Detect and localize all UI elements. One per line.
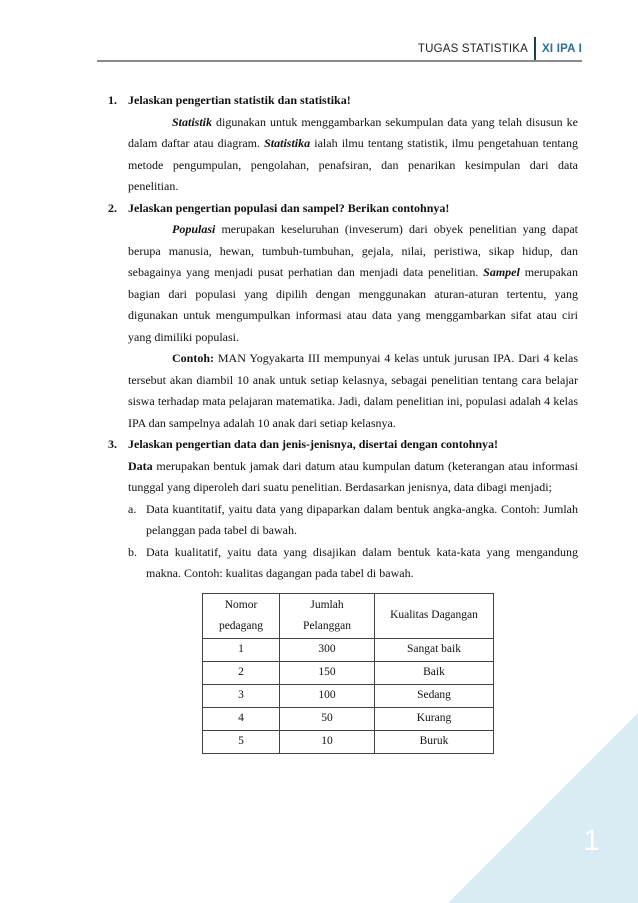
page-number: 1 xyxy=(583,824,600,857)
question-1 xyxy=(108,90,578,198)
cell-kualitas: Kurang xyxy=(375,707,494,730)
list-letter: b. xyxy=(128,544,137,559)
question-number: 1. xyxy=(108,93,117,107)
cell-no: 3 xyxy=(203,684,280,707)
table-row xyxy=(203,684,494,707)
question-2 xyxy=(108,198,578,435)
answer-text: merupakan bagian dari populasi yang dipilih dengan menggunakan aturan-aturan tertentu, yang digunakan untuk mengumpulkan informasi atau data yang menggambarkan sifat atau ciri yang dimiliki populasi. xyxy=(128,265,578,344)
cell-kualitas: Sedang xyxy=(375,684,494,707)
question-3 xyxy=(108,434,578,754)
example-paragraph xyxy=(128,348,578,434)
cell-jumlah: 300 xyxy=(280,638,375,661)
term-sampel: Sampel xyxy=(483,265,520,279)
question-title: Jelaskan pengertian populasi dan sampel? Berikan contohnya! xyxy=(128,200,450,215)
question-title: Jelaskan pengertian data dan jenis-jenisnya, disertai dengan contohnya! xyxy=(128,437,499,451)
cell-no: 2 xyxy=(203,661,280,684)
list-letter: a. xyxy=(128,501,137,516)
example-label: Contoh: xyxy=(172,351,215,365)
term-populasi: Populasi xyxy=(172,222,216,236)
cell-kualitas: Buruk xyxy=(375,730,494,753)
list-item xyxy=(128,499,578,542)
header-cell-nomor xyxy=(203,593,280,638)
answer-paragraph xyxy=(128,112,578,198)
list-text: Data kuantitatif, yaitu data yang dipaparkan dalam bentuk angka-angka. Contoh: Jumlah pelanggan pada tabel di bawah. xyxy=(146,501,578,537)
header-text: Jumlah xyxy=(310,598,344,611)
cell-jumlah: 10 xyxy=(280,730,375,753)
answer-text: digunakan untuk menggambarkan sekumpulan data yang telah disusun ke dalam daftar atau diagram. xyxy=(128,114,578,150)
example-text: MAN Yogyakarta III mempunyai 4 kelas untuk jurusan IPA. Dari 4 kelas tersebut akan diambil 10 anak untuk setiap kelasnya, sebagai penelitian tentang cara belajar siswa terhadap mata pelajaran matematika. Jadi, dalam penelitian ini, populasi adalah 4 kelas IPA dan sampelnya adalah 10 anak dari setiap kelasnya. xyxy=(128,351,578,430)
header-cell-jumlah xyxy=(280,593,375,638)
header-text: Nomor xyxy=(224,598,258,611)
question-title: Jelaskan pengertian statistik dan statistika! xyxy=(128,93,351,107)
answer-paragraph xyxy=(128,219,578,348)
cell-no: 1 xyxy=(203,638,280,661)
header-class-label: XI IPA I xyxy=(542,43,582,55)
answer-paragraph xyxy=(128,456,578,499)
header-text: pedagang xyxy=(218,619,264,632)
cell-kualitas: Sangat baik xyxy=(375,638,494,661)
answer-text: merupakan keseluruhan (inveserum) dari obyek penelitian yang dapat berupa manusia, hewan, tumbuh-tumbuhan, gejala, nilai, peristiwa, sikap hidup, dan sebagainya yang menjadi pusat perhatian dan menjadi data penelitian. xyxy=(128,222,578,279)
term-statistika: Statistika xyxy=(264,136,311,150)
table-row xyxy=(203,661,494,684)
document-body xyxy=(108,90,578,754)
question-number: 3. xyxy=(108,437,117,451)
answer-text: ialah ilmu tentang statistik, ilmu pengetahuan tentang metode pengumpulan, pengolahan, penafsiran, dan penarikan kesimpulan dari data penelitian. xyxy=(128,136,578,193)
header-title: TUGAS STATISTIKA xyxy=(417,43,529,55)
cell-no: 5 xyxy=(203,730,280,753)
cell-jumlah: 150 xyxy=(280,661,375,684)
page-header xyxy=(418,37,582,61)
header-rule xyxy=(97,60,582,62)
list-item xyxy=(128,542,578,585)
header-text: Pelanggan xyxy=(303,619,351,632)
term-data: Data xyxy=(128,458,153,473)
list-text: Data kualitatif, yaitu data yang disajikan dalam bentuk kata-kata yang mengandung makna. Contoh: kualitas dagangan pada tabel di bawah. xyxy=(146,544,578,580)
table-header-row xyxy=(203,593,494,638)
answer-text: merupakan bentuk jamak dari datum atau kumpulan datum (keterangan atau informasi tunggal yang diperoleh dari suatu penelitian. Berdasarkan jenisnya, data dibagi menjadi; xyxy=(128,458,578,494)
header-cell-kualitas: Kualitas Dagangan xyxy=(375,593,494,638)
cell-kualitas: Baik xyxy=(375,661,494,684)
term-statistik: Statistik xyxy=(172,114,213,129)
table-row xyxy=(203,638,494,661)
cell-jumlah: 100 xyxy=(280,684,375,707)
cell-no: 4 xyxy=(203,707,280,730)
cell-jumlah: 50 xyxy=(280,707,375,730)
corner-decoration xyxy=(448,713,638,903)
question-number: 2. xyxy=(108,200,117,215)
header-separator xyxy=(534,37,536,61)
